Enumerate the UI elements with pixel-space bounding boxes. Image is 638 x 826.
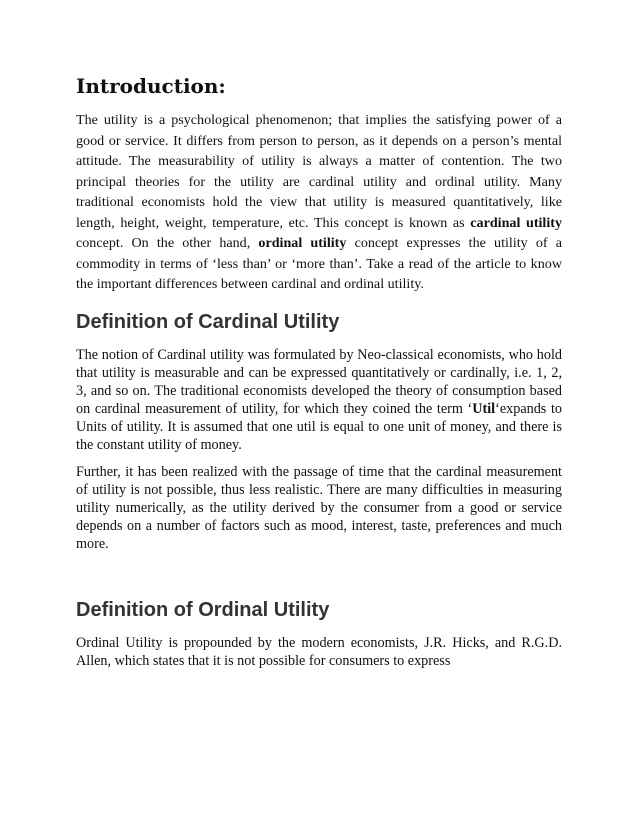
intro-bold-cardinal-utility: cardinal utility — [470, 214, 562, 231]
ordinal-paragraph-1: Ordinal Utility is propounded by the modern economists, J.R. Hicks, and R.G.D. Allen, which states that it is not possible for consumers to express — [76, 634, 562, 669]
cardinal-paragraph-2: Further, it has been realized with the passage of time that the cardinal measurement of utility is not possible, thus less realistic. There are many difficulties in measuring utility numerically, as the utility derived by the consumer from a good or service depends on a number of factors such as mood, interest, taste, preferences and much more. — [76, 463, 562, 552]
cardinal-text-1b: ‘expands to Units of utility. It is assumed that one util is equal to one unit of money, and there is the constant utility of money. — [76, 400, 562, 453]
intro-text-2: concept. On the other hand, — [76, 235, 259, 251]
intro-bold-ordinal-utility: ordinal utility — [258, 235, 347, 251]
introduction-paragraph — [76, 110, 562, 295]
cardinal-text-1a: The notion of Cardinal utility was formulated by Neo-classical economists, who hold that utility is measurable and can be expressed quantitatively or cardinally, i.e. 1, 2, 3, and so on. The traditional economists developed the theory of consumption based on cardinal measurement of utility, for which they coined the term ‘ — [76, 346, 562, 417]
cardinal-bold-util: Util — [472, 400, 496, 417]
intro-text-3: concept expresses the utility of a commodity in terms of ‘less than’ or ‘more than’. Take a read of the article to know the important differences between cardinal and ordinal utility. — [76, 235, 562, 292]
cardinal-utility-heading: Definition of Cardinal Utility — [76, 310, 340, 333]
ordinal-utility-heading: Definition of Ordinal Utility — [76, 598, 330, 621]
introduction-heading: Introduction: — [76, 74, 226, 98]
cardinal-paragraph-1 — [76, 346, 562, 454]
document-content — [76, 72, 562, 679]
intro-text-1: The utility is a psychological phenomenon; that implies the satisfying power of a good or service. It differs from person to person, as it depends on a person’s mental attitude. The measurability of utility is always a matter of contention. The two principal theories for the utility are cardinal utility and ordinal utility. Many traditional economists hold the view that utility is measured quantitatively, like length, height, weight, temperature, etc. This concept is known as — [76, 112, 562, 231]
